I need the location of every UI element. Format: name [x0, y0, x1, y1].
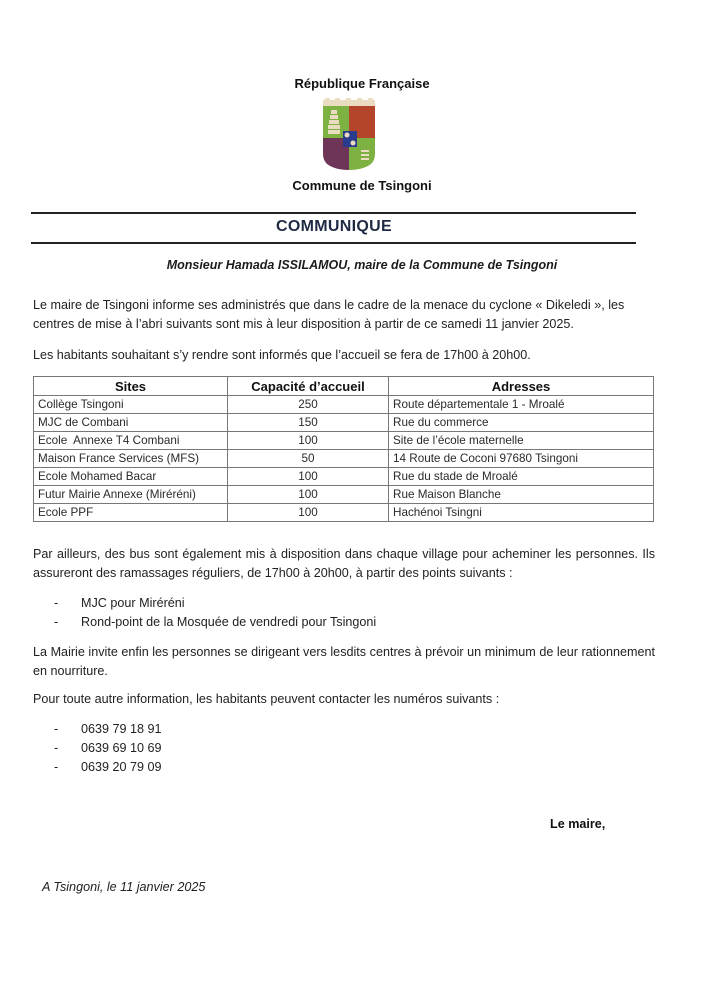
- address-cell: Rue Maison Blanche: [389, 486, 654, 504]
- dash-bullet-icon: -: [54, 741, 59, 755]
- coat-of-arms-icon: [319, 98, 379, 174]
- table-row: [34, 486, 654, 504]
- signature-label: Le maire,: [550, 817, 606, 831]
- dash-bullet-icon: -: [54, 615, 59, 629]
- dash-bullet-icon: -: [54, 760, 59, 774]
- list-item: [54, 613, 376, 632]
- site-cell: Ecole Annexe T4 Combani: [34, 432, 228, 450]
- table-row: [34, 504, 654, 522]
- phone-number: 0639 20 79 09: [81, 760, 162, 774]
- pickup-point-text: Rond-point de la Mosquée de vendredi pour Tsingoni: [81, 615, 377, 629]
- list-item: [54, 594, 376, 613]
- capacity-cell: 100: [228, 486, 389, 504]
- column-header-capacity: Capacité d’accueil: [228, 377, 389, 396]
- dash-bullet-icon: -: [54, 596, 59, 610]
- divider-top: [31, 212, 636, 214]
- commune-name-heading: Commune de Tsingoni: [292, 178, 432, 193]
- table-row: [34, 414, 654, 432]
- shelter-sites-table: [33, 376, 654, 522]
- site-cell: Collège Tsingoni: [34, 396, 228, 414]
- table-header-row: [34, 377, 654, 396]
- site-cell: Ecole PPF: [34, 504, 228, 522]
- site-cell: Ecole Mohamed Bacar: [34, 468, 228, 486]
- table-row: [34, 468, 654, 486]
- list-item: [54, 739, 162, 758]
- dateline: A Tsingoni, le 11 janvier 2025: [42, 880, 206, 894]
- site-cell: Futur Mairie Annexe (Miréréni): [34, 486, 228, 504]
- address-cell: Hachénoi Tsingni: [389, 504, 654, 522]
- address-cell: Rue du stade de Mroalé: [389, 468, 654, 486]
- capacity-cell: 100: [228, 432, 389, 450]
- republique-francaise-heading: République Française: [294, 76, 430, 91]
- address-cell: Rue du commerce: [389, 414, 654, 432]
- document-subtitle: Monsieur Hamada ISSILAMOU, maire de la Commune de Tsingoni: [166, 258, 558, 272]
- pickup-points-list: [54, 594, 376, 632]
- phone-numbers-list: [54, 720, 162, 777]
- table-row: [34, 396, 654, 414]
- table-row: [34, 432, 654, 450]
- food-paragraph: La Mairie invite enfin les personnes se dirigeant vers lesdits centres à prévoir un minimum de leur rationnement en nourriture.: [33, 645, 655, 678]
- contact-paragraph: Pour toute autre information, les habitants peuvent contacter les numéros suivants :: [33, 692, 500, 706]
- list-item: [54, 720, 162, 739]
- address-cell: Route départementale 1 - Mroalé: [389, 396, 654, 414]
- column-header-addresses: Adresses: [389, 377, 654, 396]
- reception-hours-paragraph: Les habitants souhaitant s’y rendre sont informés que l’accueil se fera de 17h00 à 20h00.: [33, 348, 531, 362]
- phone-number: 0639 79 18 91: [81, 722, 162, 736]
- address-cell: 14 Route de Coconi 97680 Tsingoni: [389, 450, 654, 468]
- column-header-sites: Sites: [34, 377, 228, 396]
- address-cell: Site de l’école maternelle: [389, 432, 654, 450]
- capacity-cell: 250: [228, 396, 389, 414]
- divider-bottom: [31, 242, 636, 244]
- phone-number: 0639 69 10 69: [81, 741, 162, 755]
- site-cell: Maison France Services (MFS): [34, 450, 228, 468]
- pickup-point-text: MJC pour Miréréni: [81, 596, 185, 610]
- document-title: COMMUNIQUE: [276, 218, 392, 235]
- dash-bullet-icon: -: [54, 722, 59, 736]
- capacity-cell: 100: [228, 468, 389, 486]
- intro-paragraph: Le maire de Tsingoni informe ses administrés que dans le cadre de la menace du cyclone « Dikeledi », les centres de mise à l’abri suivants sont mis à leur disposition à partir de ce samedi 11 janvier 2025.: [33, 298, 625, 331]
- capacity-cell: 150: [228, 414, 389, 432]
- capacity-cell: 100: [228, 504, 389, 522]
- capacity-cell: 50: [228, 450, 389, 468]
- site-cell: MJC de Combani: [34, 414, 228, 432]
- bus-paragraph: Par ailleurs, des bus sont également mis à disposition dans chaque village pour acheminer les personnes. Ils assureront des ramassages réguliers, de 17h00 à 20h00, à partir des points suivants :: [33, 547, 655, 580]
- list-item: [54, 758, 162, 777]
- table-row: [34, 450, 654, 468]
